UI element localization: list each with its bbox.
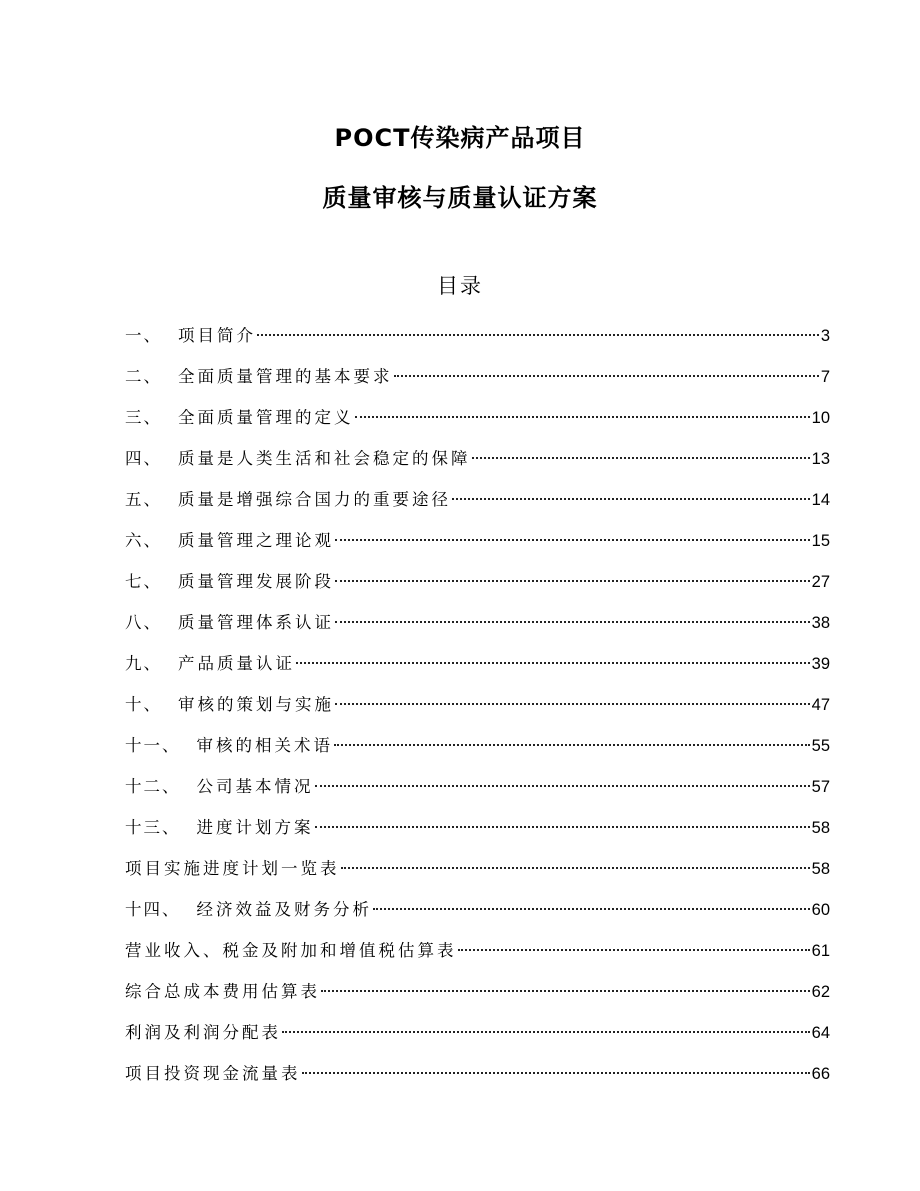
toc-entry-page: 14	[811, 491, 830, 509]
toc-entry-separator: 、	[143, 695, 160, 714]
toc-entry-page: 13	[811, 450, 830, 468]
toc-dot-leader	[373, 908, 810, 910]
toc-entry-label: 质量管理体系认证	[178, 613, 334, 632]
toc-entry[interactable]	[125, 896, 830, 937]
toc-dot-leader	[335, 539, 810, 541]
toc-entry-page: 58	[811, 819, 830, 837]
toc-entry-separator: 、	[143, 367, 160, 386]
toc-entry-number: 四	[125, 449, 144, 468]
toc-entry[interactable]	[125, 650, 830, 691]
toc-entry-number: 十二	[125, 777, 162, 796]
toc-entry-number: 八	[125, 613, 144, 632]
toc-entry-label: 产品质量认证	[178, 654, 295, 673]
toc-entry-number: 十	[125, 695, 144, 714]
toc-entry[interactable]	[125, 732, 830, 773]
toc-entry-page: 27	[811, 573, 830, 591]
toc-entry[interactable]	[125, 1060, 830, 1101]
toc-entry[interactable]	[125, 937, 830, 978]
toc-entry-label: 质量是增强综合国力的重要途径	[178, 490, 451, 509]
toc-entry-separator: 、	[143, 613, 160, 632]
toc-entry-page: 3	[820, 327, 830, 345]
toc-entry-label: 综合总成本费用估算表	[125, 982, 320, 1001]
toc-entry-number: 五	[125, 490, 144, 509]
toc-entry-label: 质量是人类生活和社会稳定的保障	[178, 449, 471, 468]
toc-dot-leader	[335, 621, 810, 623]
toc-dot-leader	[335, 580, 810, 582]
toc-entry-separator: 、	[143, 654, 160, 673]
toc-entry-label: 质量管理发展阶段	[178, 572, 334, 591]
document-title-line-2: 质量审核与质量认证方案	[322, 184, 598, 212]
toc-entry-label: 营业收入、税金及附加和增值税估算表	[125, 941, 457, 960]
toc-entry-page: 7	[820, 368, 830, 386]
toc-entry[interactable]	[125, 978, 830, 1019]
toc-dot-leader	[341, 867, 810, 869]
toc-entry-label: 审核的策划与实施	[178, 695, 334, 714]
table-of-contents	[125, 322, 830, 1101]
toc-entry[interactable]	[125, 1019, 830, 1060]
toc-entry-page: 61	[811, 942, 830, 960]
toc-entry-label: 项目投资现金流量表	[125, 1064, 301, 1083]
toc-dot-leader	[472, 457, 810, 459]
toc-entry[interactable]	[125, 404, 830, 445]
toc-entry-separator: 、	[143, 326, 160, 345]
toc-entry-label: 公司基本情况	[196, 777, 314, 796]
toc-entry-number: 三	[125, 408, 144, 427]
toc-dot-leader	[334, 744, 810, 746]
toc-entry-page: 15	[811, 532, 830, 550]
toc-entry-label: 进度计划方案	[196, 818, 314, 837]
toc-entry-separator: 、	[162, 777, 179, 796]
toc-entry-number: 十四	[125, 900, 162, 919]
toc-entry[interactable]	[125, 486, 830, 527]
toc-entry-page: 57	[811, 778, 830, 796]
toc-entry-label: 经济效益及财务分析	[196, 900, 372, 919]
toc-entry-number: 六	[125, 531, 144, 550]
toc-entry-label: 全面质量管理的定义	[178, 408, 354, 427]
toc-entry[interactable]	[125, 322, 830, 363]
toc-dot-leader	[458, 949, 810, 951]
toc-entry-page: 66	[811, 1065, 830, 1083]
toc-entry[interactable]	[125, 691, 830, 732]
toc-entry-label: 项目实施进度计划一览表	[125, 859, 340, 878]
toc-entry-separator: 、	[143, 449, 160, 468]
toc-heading: 目录	[437, 274, 483, 298]
document-title-line-1: POCT传染病产品项目	[334, 124, 586, 152]
toc-entry-page: 55	[811, 737, 830, 755]
toc-entry-number: 七	[125, 572, 144, 591]
toc-dot-leader	[394, 375, 819, 377]
toc-entry-separator: 、	[143, 490, 160, 509]
toc-entry[interactable]	[125, 855, 830, 896]
toc-dot-leader	[355, 416, 810, 418]
toc-entry-label: 利润及利润分配表	[125, 1023, 281, 1042]
toc-dot-leader	[302, 1072, 810, 1074]
toc-entry-page: 38	[811, 614, 830, 632]
toc-entry-page: 62	[811, 983, 830, 1001]
toc-entry-separator: 、	[143, 572, 160, 591]
toc-dot-leader	[282, 1031, 810, 1033]
toc-entry-separator: 、	[162, 900, 179, 919]
toc-dot-leader	[296, 662, 810, 664]
toc-entry-label: 项目简介	[178, 326, 256, 345]
toc-entry[interactable]	[125, 445, 830, 486]
toc-entry-number: 一	[125, 326, 144, 345]
toc-entry-separator: 、	[162, 736, 179, 755]
toc-entry[interactable]	[125, 773, 830, 814]
toc-entry[interactable]	[125, 363, 830, 404]
toc-dot-leader	[452, 498, 810, 500]
toc-entry-number: 九	[125, 654, 144, 673]
toc-entry[interactable]	[125, 609, 830, 650]
toc-entry[interactable]	[125, 527, 830, 568]
toc-entry-page: 39	[811, 655, 830, 673]
toc-entry-page: 60	[811, 901, 830, 919]
toc-entry[interactable]	[125, 568, 830, 609]
toc-dot-leader	[321, 990, 810, 992]
toc-dot-leader	[335, 703, 810, 705]
toc-entry-number: 十一	[125, 736, 162, 755]
toc-entry-page: 10	[811, 409, 830, 427]
toc-dot-leader	[315, 826, 810, 828]
toc-entry[interactable]	[125, 814, 830, 855]
toc-entry-label: 质量管理之理论观	[178, 531, 334, 550]
toc-entry-separator: 、	[143, 408, 160, 427]
toc-entry-page: 47	[811, 696, 830, 714]
toc-entry-page: 64	[811, 1024, 830, 1042]
toc-entry-page: 58	[811, 860, 830, 878]
toc-entry-number: 二	[125, 367, 144, 386]
toc-entry-label: 全面质量管理的基本要求	[178, 367, 393, 386]
toc-entry-label: 审核的相关术语	[196, 736, 333, 755]
toc-entry-separator: 、	[162, 818, 179, 837]
toc-dot-leader	[315, 785, 810, 787]
toc-entry-separator: 、	[143, 531, 160, 550]
toc-entry-number: 十三	[125, 818, 162, 837]
toc-dot-leader	[257, 334, 819, 336]
